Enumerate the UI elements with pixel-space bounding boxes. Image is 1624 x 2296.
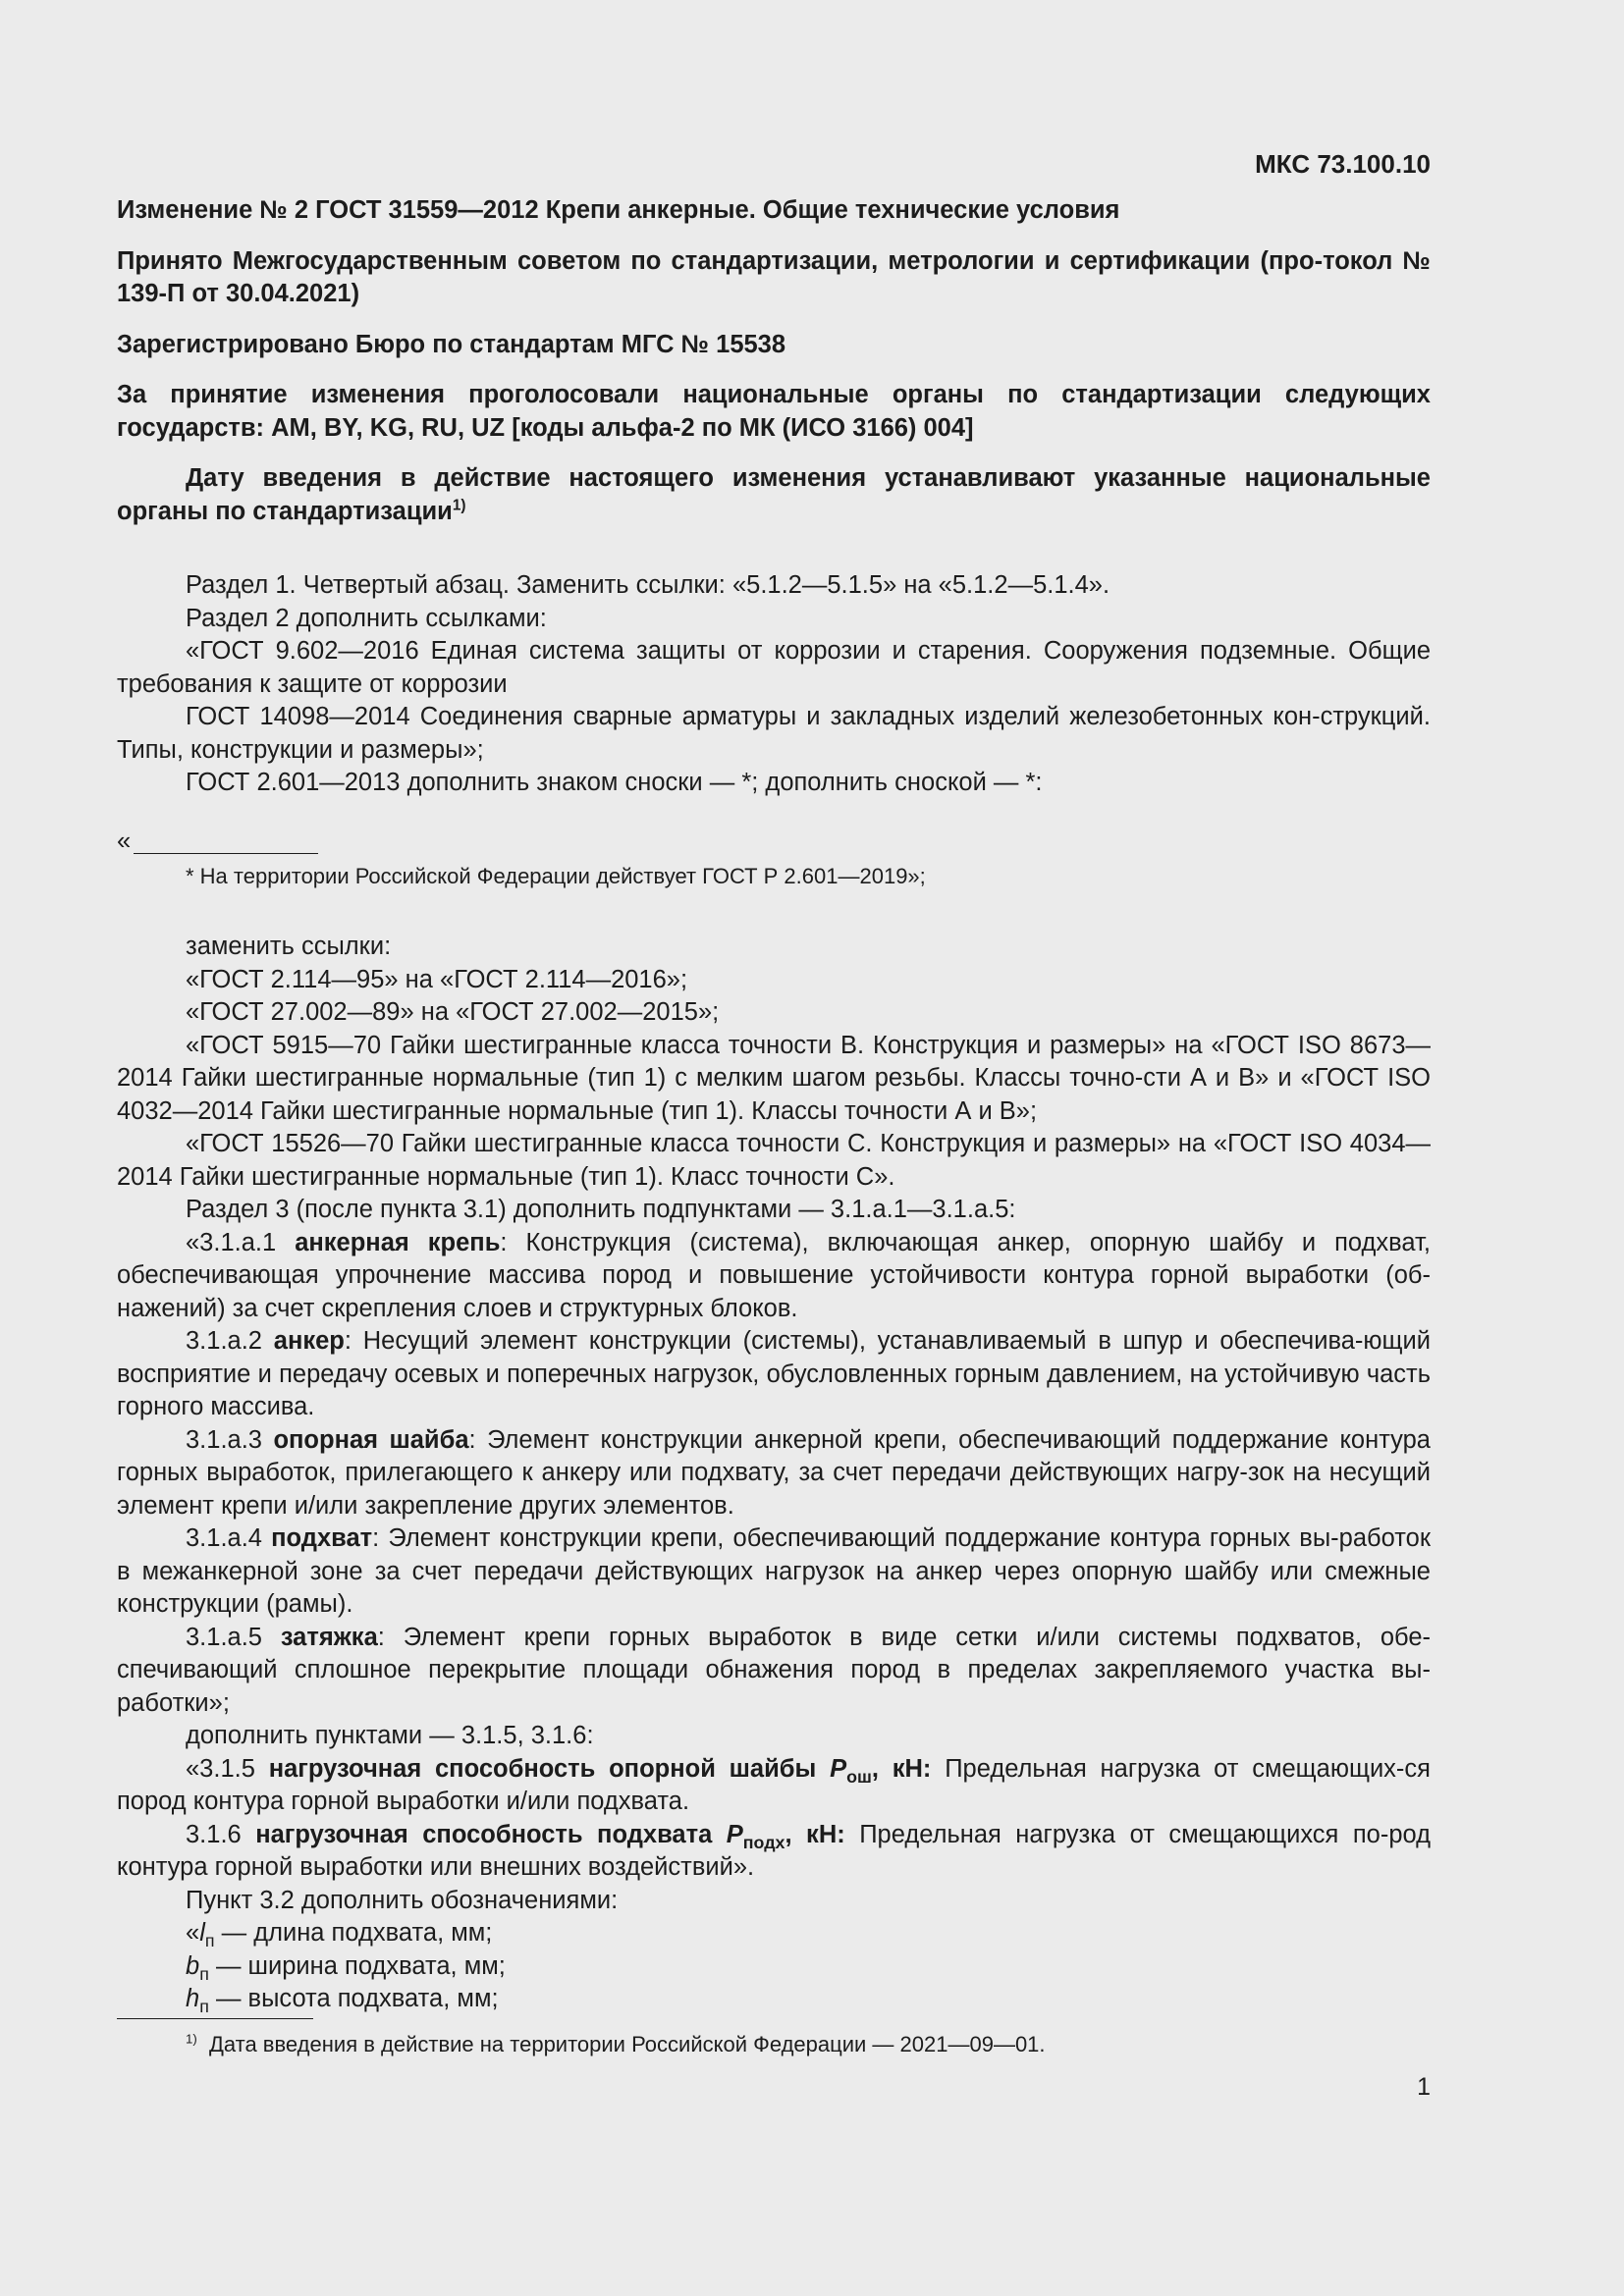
adoption-note: Принято Межгосударственным советом по стандартизации, метрологии и сертификации (про-токол № 139-П от 30.04.2021) [117, 246, 1431, 307]
footnote-text: Дата введения в действие на территории Российской Федерации — 2021—09—01. [208, 2032, 1046, 2056]
symbol-subscript: п [199, 1997, 209, 2017]
symbol-description: — высота подхвата, мм; [208, 1985, 499, 2012]
ref-gost-9602: «ГОСТ 9.602—2016 Единая система защиты от коррозии и старения. Сооружения подземные. Общие требования к защите от коррозии [117, 637, 1431, 698]
symbol: l [199, 1919, 205, 1947]
classification-code: МКС 73.100.10 [1255, 149, 1431, 179]
term-symbol: P [830, 1754, 847, 1783]
symbol-subscript: п [204, 1931, 215, 1951]
term: подхват [271, 1524, 373, 1552]
symbols-intro: Пункт 3.2 дополнить обозначениями: [186, 1886, 619, 1914]
term-symbol-subscript: ош [846, 1766, 872, 1787]
definition-3-1-a-2 [117, 1325, 1431, 1424]
section-3-intro: Раздел 3 (после пункта 3.1) дополнить подпунктами — 3.1.а.1—3.1.а.5: [186, 1196, 1016, 1223]
document-content [117, 194, 1431, 2016]
open-quote: « [117, 827, 132, 855]
term-number: 3.1.а.5 [186, 1623, 262, 1651]
definition-3-1-a-4 [117, 1522, 1431, 1622]
term-definition: Предельная нагрузка от смещающихся по-род контура горной выработки или внешних воздействий». [117, 1820, 1432, 1881]
ref-gost-14098: ГОСТ 14098—2014 Соединения сварные арматуры и закладных изделий железобетонных кон-струкций. Типы, конструкции и размеры»; [117, 703, 1431, 764]
add-items-intro: дополнить пунктами — 3.1.5, 3.1.6: [186, 1722, 594, 1749]
open-quote: « [186, 1919, 200, 1947]
term-number: «3.1.5 [186, 1754, 255, 1783]
definition-3-1-6 [117, 1819, 1431, 1885]
page-number: 1 [1417, 2073, 1431, 2101]
definition-3-1-a-5 [117, 1622, 1431, 1721]
section-1-change: Раздел 1. Четвертый абзац. Заменить ссылки: «5.1.2—5.1.5» на «5.1.2—5.1.4». [186, 571, 1110, 599]
amendment-title: Изменение № 2 ГОСТ 31559—2012 Крепи анкерные. Общие технические условия [117, 196, 1120, 224]
term: затяжка [280, 1623, 378, 1651]
term-definition: : Конструкция (система), включающая анкер, опорную шайбу и подхват, обеспечивающая упрочнение массива пород и повышение устойчивости контура горной выработки (об-нажений) за счет скрепления слоев и структурных блоков. [117, 1228, 1431, 1322]
registration-note: Зарегистрировано Бюро по стандартам МГС № 15538 [117, 330, 786, 358]
footnote-marker: 1) [452, 497, 466, 513]
symbol: h [186, 1985, 200, 2012]
symbol: b [186, 1951, 200, 1980]
symbol-height [117, 1983, 1431, 2016]
symbol-width [117, 1950, 1431, 1984]
page-footnote [186, 2030, 1046, 2059]
term: анкерная крепь [295, 1228, 501, 1256]
effective-date-text: Дату введения в действие настоящего изменения устанавливают указанные национальные органы по стандартизации [117, 464, 1431, 525]
term: опорная шайба [273, 1425, 469, 1454]
term-symbol-subscript: подх [742, 1832, 785, 1852]
term [255, 1820, 845, 1852]
symbol-length [117, 1917, 1431, 1950]
term-name: нагрузочная способность опорной шайбы [268, 1754, 817, 1783]
term-definition: : Элемент крепи горных выработок в виде сетки и/или системы подхватов, обе-спечивающий сплошное перекрытие площади обнажения пород в пределах закрепляемого участка вы-работки»; [117, 1623, 1432, 1717]
replace-ref-5915: «ГОСТ 5915—70 Гайки шестигранные класса точности В. Конструкция и размеры» на «ГОСТ ISO 8673—2014 Гайки шестигранные нормальные (тип 1) с мелким шагом резьбы. Классы точно-сти А и В» и «ГОСТ ISO 4032—2014 Гайки шестигранные нормальные (тип 1). Классы точности А и В»; [117, 1031, 1431, 1125]
symbol-subscript: п [199, 1963, 209, 1984]
section-2-intro: Раздел 2 дополнить ссылками: [186, 604, 547, 632]
replace-ref-2114: «ГОСТ 2.114—95» на «ГОСТ 2.114—2016»; [186, 965, 688, 993]
symbol-description: — ширина подхвата, мм; [208, 1951, 506, 1980]
term-number: 3.1.6 [186, 1820, 242, 1848]
footnote-rule [134, 853, 318, 854]
replace-ref-27002: «ГОСТ 27.002—89» на «ГОСТ 27.002—2015»; [186, 998, 720, 1026]
term-definition: Предельная нагрузка от смещающих-ся пород контура горной выработки и/или подхвата. [117, 1754, 1431, 1815]
effective-date-note [117, 462, 1431, 528]
footnote-marker: 1) [186, 2031, 197, 2047]
term-number: 3.1.а.2 [186, 1327, 262, 1355]
term-definition: : Элемент конструкции анкерной крепи, обеспечивающий поддержание контура горных выработок, прилегающего к анкеру или подхвату, за счет передачи действующих нагру-зок на несущий элемент крепи и/или закрепление других элементов. [117, 1425, 1431, 1520]
page-footnote-rule [117, 2018, 313, 2019]
definition-3-1-5 [117, 1753, 1431, 1819]
definition-3-1-a-3 [117, 1424, 1431, 1523]
inline-footnote-block [117, 826, 1431, 859]
term-unit: , кН: [785, 1820, 845, 1848]
voting-note: За принятие изменения проголосовали национальные органы по стандартизации следующих государств: AM, BY, KG, RU, UZ [коды альфа-2 по МК (ИСО 3166) 004] [117, 381, 1431, 442]
term-number: 3.1.а.4 [186, 1524, 262, 1552]
term-unit: , кН: [871, 1754, 932, 1783]
replace-ref-15526: «ГОСТ 15526—70 Гайки шестигранные класса точности С. Конструкция и размеры» на «ГОСТ ISO 4034—2014 Гайки шестигранные нормальные (тип 1). Класс точности С». [117, 1130, 1431, 1191]
term-definition: : Элемент конструкции крепи, обеспечивающий поддержание контура горных вы-работок в межанкерной зоне за счет передачи действующих нагрузок на анкер через опорную шайбу или смежные конструкции (рамы). [117, 1524, 1431, 1618]
term-name: нагрузочная способность подхвата [255, 1820, 713, 1848]
term-definition: : Несущий элемент конструкции (системы), устанавливаемый в шпур и обеспечива-ющий восприятие и передачу осевых и поперечных нагрузок, обусловленных горным давлением, на устойчивую часть горного массива. [117, 1327, 1431, 1420]
definition-3-1-a-1 [117, 1227, 1431, 1326]
ref-gost-2601: ГОСТ 2.601—2013 дополнить знаком сноски — *; дополнить сноской — *: [186, 769, 1043, 796]
term [268, 1754, 932, 1787]
term-number: 3.1.а.3 [186, 1425, 262, 1454]
replace-refs-intro: заменить ссылки: [186, 933, 392, 960]
term-symbol: P [726, 1820, 743, 1848]
term-number: «3.1.а.1 [186, 1228, 277, 1256]
inline-footnote-text: * На территории Российской Федерации действует ГОСТ Р 2.601—2019»; [186, 864, 926, 888]
term: анкер [273, 1327, 345, 1355]
symbol-description: — длина подхвата, мм; [214, 1919, 493, 1947]
